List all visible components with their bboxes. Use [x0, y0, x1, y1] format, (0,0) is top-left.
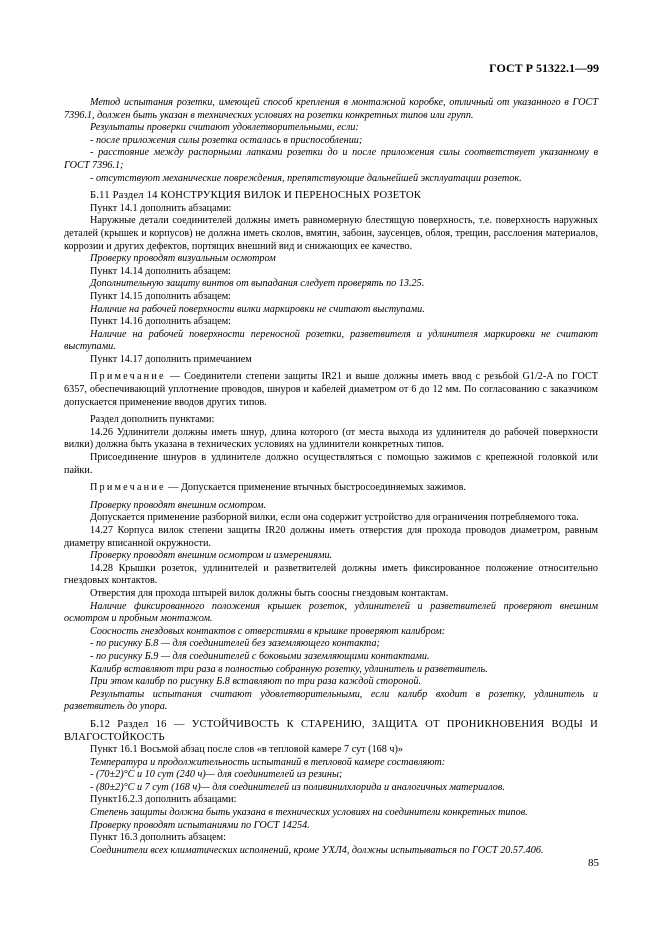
paragraph: Наружные детали соединителей должны иметь равномерную блестящую поверхность, т.е. поверхность наружных деталей (крышек и корпусов) не должна иметь сколов, вмятин, забоин, заусенцев, облоя, трещин, расслоения материалов, коррозии и других дефектов, портящих внешний вид и снижающих ее качество.: [64, 215, 598, 252]
paragraph: 14.28 Крышки розеток, удлинителей и разветвителей должны иметь фиксированное положение относительно гнездовых контактов.: [64, 562, 598, 587]
paragraph: Пункт16.2.3 дополнить абзацами:: [90, 794, 237, 806]
note: [64, 482, 598, 495]
paragraph: Температура и продолжительность испытаний в тепловой камере составляют:: [90, 756, 446, 768]
paragraph: Проверку проводят внешним осмотром и измерениями.: [90, 550, 333, 562]
paragraph: Пункт 14.16 дополнить абзацем:: [90, 316, 232, 328]
paragraph: Наличие на рабочей поверхности переносной розетки, разветвителя и удлинителя маркировки не считают выступами.: [64, 328, 598, 353]
paragraph: 14.26 Удлинители должны иметь шнур, длина которого (от места выхода из удлинителя до рабочей поверхности вилки) должна быть указана в технических условиях на удлинители конкретных типов.: [64, 426, 598, 451]
note-text: — Допускается применение втычных быстросоединяемых зажимов.: [165, 482, 466, 494]
list-item: - (70±2)°С и 10 сут (240 ч)— для соединителей из резины;: [90, 769, 343, 781]
list-item: - после приложения силы розетка осталась в приспособлении;: [90, 134, 363, 146]
paragraph: Пункт 14.17 дополнить примечанием: [90, 353, 252, 365]
paragraph: Проверку проводят визуальным осмотром: [90, 253, 276, 265]
paragraph: Соосность гнездовых контактов с отверстиями в крышке проверяют калибром:: [90, 625, 446, 637]
paragraph: Пункт 16.1 Восьмой абзац после слов «в тепловой камере 7 сут (168 ч)»: [90, 744, 404, 756]
paragraph: Метод испытания розетки, имеющей способ крепления в монтажной коробке, отличный от указанного в ГОСТ 7396.1, должен быть указан в технических условиях на розетки конкретных типов или групп.: [64, 97, 598, 121]
section-heading: Б.12 Раздел 16 — УСТОЙЧИВОСТЬ К СТАРЕНИЮ, ЗАЩИТА ОТ ПРОНИКНОВЕНИЯ ВОДЫ И ВЛАГОСТОЙКОСТЬ: [64, 718, 598, 743]
note-label: Примечание: [90, 482, 166, 494]
document-body: [64, 97, 598, 857]
paragraph: Отверстия для прохода штырей вилок должны быть соосны гнездовым контактам.: [90, 587, 449, 599]
paragraph: Наличие фиксированного положения крышек розеток, удлинителей и разветвителей проверяют внешним осмотром и пробным монтажом.: [64, 600, 598, 625]
paragraph: Пункт 14.15 дополнить абзацем:: [90, 290, 232, 302]
note-label: Примечание: [90, 371, 166, 383]
list-item: - (80±2)°С и 7 сут (168 ч)— для соединителей из поливинилхлорида и аналогичных материалов.: [90, 781, 505, 793]
paragraph: 14.27 Корпуса вилок степени защиты IR20 должны иметь отверстия для прохода проводов диаметром, равным диаметру вписанной окружности.: [64, 525, 598, 549]
paragraph: Пункт 16.3 дополнить абзацем:: [90, 832, 226, 844]
list-item: - отсутствуют механические повреждения, препятствующие дальнейшей эксплуатации розеток.: [90, 172, 522, 184]
paragraph: Степень защиты должна быть указана в технических условиях на соединители конкретных типов.: [90, 807, 528, 819]
paragraph: При этом калибр по рисунку Б.8 вставляют по три раза каждой стороной.: [90, 676, 422, 688]
note: [64, 371, 598, 409]
paragraph: Наличие на рабочей поверхности вилки маркировки не считают выступами.: [90, 303, 425, 315]
paragraph: Проверку проводят испытаниями по ГОСТ 14254.: [90, 819, 310, 831]
paragraph: Результаты проверки считают удовлетворительными, если:: [90, 122, 359, 134]
paragraph: Допускается применение разборной вилки, если она содержит устройство для ограничения потребляемого тока.: [90, 512, 579, 524]
list-item: - по рисунку Б.8 — для соединителей без заземляющего контакта;: [90, 638, 380, 650]
paragraph: Дополнительную защиту винтов от выпадания следует проверять по 13.25.: [90, 278, 425, 290]
paragraph: Проверку проводят внешним осмотром.: [90, 499, 267, 511]
list-item: - по рисунку Б.9 — для соединителей с боковыми заземляющими контактами.: [90, 650, 430, 662]
document-id-header: ГОСТ Р 51322.1—99: [489, 61, 599, 75]
paragraph: Присоединение шнуров в удлинителе должно осуществляться с помощью зажимов с крепежной головкой или пайки.: [64, 452, 598, 476]
paragraph: Калибр вставляют три раза в полностью собранную розетку, удлинитель и разветвитель.: [90, 663, 488, 675]
paragraph: Пункт 14.14 дополнить абзацем:: [90, 265, 232, 277]
list-item: - расстояние между распорными лапками розетки до и после приложения силы соответствует указанному в ГОСТ 7396.1;: [64, 147, 598, 171]
section-heading: Б.11 Раздел 14 КОНСТРУКЦИЯ ВИЛОК И ПЕРЕНОСНЫХ РОЗЕТОК: [90, 190, 422, 202]
paragraph: Пункт 14.1 дополнить абзацами:: [90, 202, 232, 214]
paragraph: Результаты испытания считают удовлетворительными, если калибр входит в розетку, удлинитель и разветвитель до упора.: [64, 688, 598, 713]
paragraph: Соединители всех климатических исполнений, кроме УХЛ4, должны испытываться по ГОСТ 20.57.406.: [90, 844, 544, 856]
note-text: — Соединители степени защиты IR21 и выше должны иметь ввод с резьбой G1/2-A по ГОСТ 6357, обеспечивающий уплотнение проводов, шнуров и кабелей диаметром от 6 до 12 мм. По согласованию с заказчиком допускается применение вводов других типов.: [64, 371, 598, 408]
paragraph: Раздел дополнить пунктами:: [90, 414, 215, 426]
page-number: 85: [588, 857, 599, 869]
